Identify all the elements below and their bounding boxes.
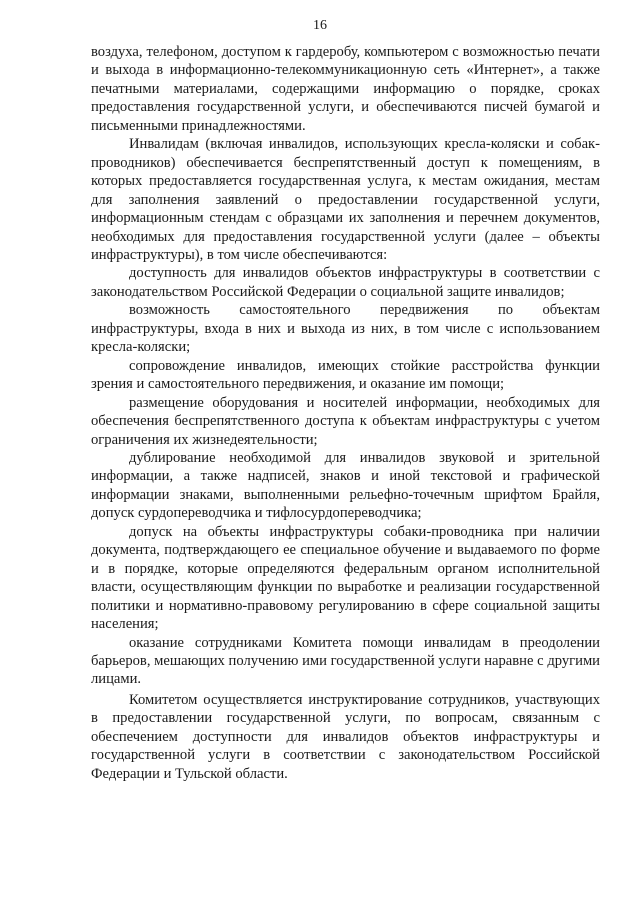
paragraph: возможность самостоятельного передвижения по объектам инфраструктуры, входа в них и выхода из них, в том числе с использованием кресла-коляски; xyxy=(91,302,600,356)
paragraph: дублирование необходимой для инвалидов звуковой и зрительной информации, а также надписей, знаков и иной текстовой и графической информации знаками, выполненными рельефно-точечным шрифтом Брайля, допуск сурдопереводчика и тифлосурдопереводчика; xyxy=(91,449,600,522)
page-number: 16 xyxy=(313,18,327,33)
paragraph: допуск на объекты инфраструктуры собаки-проводника при наличии документа, подтверждающего ее специальное обучение и выдаваемого по форме и в порядке, которые определяются федеральным органом исполнительной власти, осуществляющим функции по выработке и реализации государственной политики и нормативно-правовому регулированию в сфере социальной защиты населения; xyxy=(91,523,600,633)
paragraph: Комитетом осуществляется инструктирование сотрудников, участвующих в предоставлении государственной услуги, по вопросам, связанным с обеспечением доступности для инвалидов объектов инфраструктуры и государственной услуги в соответствии с законодательством Российской Федерации и Тульской области. xyxy=(91,691,600,782)
document-body xyxy=(91,43,600,783)
paragraph: доступность для инвалидов объектов инфраструктуры в соответствии с законодательством Российской Федерации о социальной защите инвалидов; xyxy=(91,265,600,300)
paragraph: оказание сотрудниками Комитета помощи инвалидам в преодолении барьеров, мешающих получению ими государственной услуги наравне с другими лицами. xyxy=(91,634,600,688)
paragraph: Инвалидам (включая инвалидов, использующих кресла-коляски и собак-проводников) обеспечивается беспрепятственный доступ к помещениям, в которых предоставляется государственная услуга, к местам ожидания, местам для заполнения заявлений о предоставлении государственной услуги, информационным стендам с образцами их заполнения и перечнем документов, необходимых для предоставления государственной услуги (далее – объекты инфраструктуры), в том числе обеспечиваются: xyxy=(91,136,600,263)
paragraph: сопровождение инвалидов, имеющих стойкие расстройства функции зрения и самостоятельного передвижения, и оказание им помощи; xyxy=(91,357,600,393)
paragraph: размещение оборудования и носителей информации, необходимых для обеспечения беспрепятственного доступа к объектам инфраструктуры с учетом ограничения их жизнедеятельности; xyxy=(91,394,600,448)
paragraph: воздуха, телефоном, доступом к гардеробу, компьютером с возможностью печати и выхода в информационно-телекоммуникационную сеть «Интернет», а также печатными материалами, содержащими информацию о порядке, сроках предоставления государственной услуги, и обеспечиваются писчей бумагой и письменными принадлежностями. xyxy=(91,44,600,134)
